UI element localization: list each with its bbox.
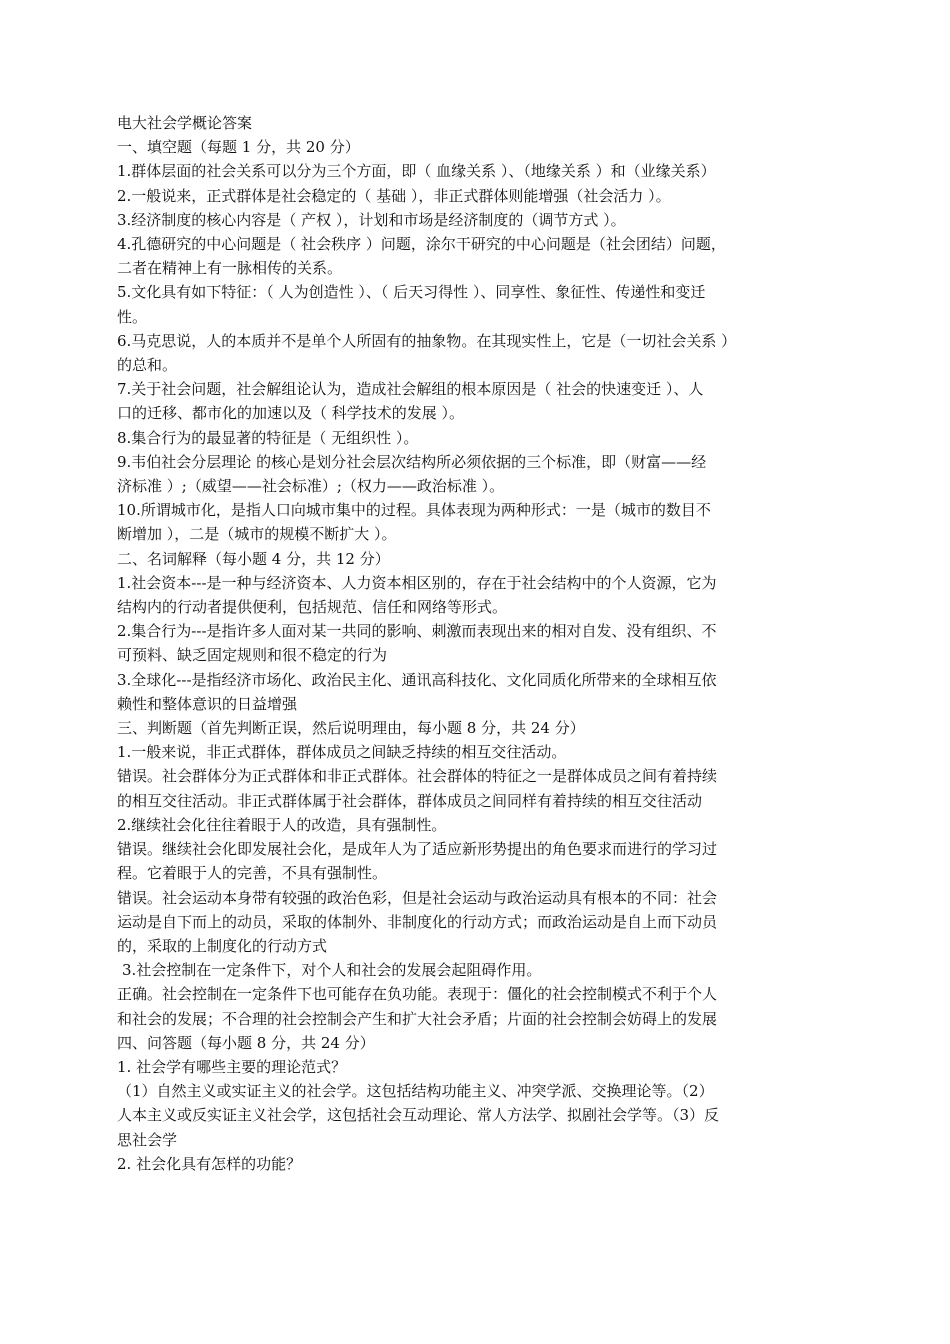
document-line: 1. 社会学有哪些主要的理论范式？ <box>117 1057 347 1076</box>
document-line: 3.社会控制在一定条件下，对个人和社会的发展会起阻碍作用。 <box>122 961 542 980</box>
document-line: 赖性和整体意识的日益增强 <box>117 694 298 713</box>
document-line: 四、问答题（每小题 8 分，共 24 分） <box>117 1033 375 1052</box>
document-line: 可预料、缺乏固定规则和很不稳定的行为 <box>117 646 388 665</box>
document-line: 2.集合行为---是指许多人面对某一共同的影响、刺激而表现出来的相对自发、没有组织、不 <box>117 622 717 641</box>
document-line: 3.全球化---是指经济市场化、政治民主化、通讯高科技化、文化同质化所带来的全球相互依 <box>117 670 717 689</box>
document-line: 二者在精神上有一脉相传的关系。 <box>117 259 343 278</box>
document-line: 6.马克思说，人的本质并不是单个人所固有的抽象物。在其现实性上，它是（一切社会关系 ） <box>117 331 737 350</box>
document-line: 1.社会资本---是一种与经济资本、人力资本相区别的，存在于社会结构中的个人资源，它为 <box>117 573 717 592</box>
document-line: 2.一般说来，正式群体是社会稳定的（ 基础 ），非正式群体则能增强（社会活力 ）。 <box>117 186 671 205</box>
document-line: 10.所谓城市化，是指人口向城市集中的过程。具体表现为两种形式：一是（城市的数目不 <box>117 501 711 520</box>
document-line: 思社会学 <box>117 1130 178 1149</box>
document-line: 的总和。 <box>117 356 178 375</box>
document-line: 1.群体层面的社会关系可以分为三个方面，即（ 血缘关系 ）、（地缘关系 ）和（业缘关系） <box>117 162 716 181</box>
document-line: 结构内的行动者提供便利，包括规范、信任和网络等形式。 <box>117 598 508 617</box>
document-line: 7.关于社会问题，社会解组论认为，造成社会解组的根本原因是（ 社会的快速变迁 ）、人 <box>117 380 704 399</box>
document-line: 错误。社会群体分为正式群体和非正式群体。社会群体的特征之一是群体成员之间有着持续 <box>117 767 718 786</box>
document-line: 和社会的发展；不合理的社会控制会产生和扩大社会矛盾；片面的社会控制会妨碍上的发展 <box>117 1009 718 1028</box>
document-line: 2.继续社会化往往着眼于人的改造，具有强制性。 <box>117 815 447 834</box>
document-line: 二、名词解释（每小题 4 分，共 12 分） <box>117 549 390 568</box>
document-line: 2. 社会化具有怎样的功能？ <box>117 1154 302 1173</box>
document-body <box>117 111 817 1176</box>
document-line: 断增加 ），二是（城市的规模不断扩大 ）。 <box>117 525 397 544</box>
document-line: 性。 <box>117 307 148 326</box>
document-line: 错误。社会运动本身带有较强的政治色彩，但是社会运动与政治运动具有根本的不同：社会 <box>117 888 718 907</box>
document-line: 5.文化具有如下特征：（ 人为创造性 ）、（ 后天习得性 ）、同享性、象征性、传递性和变迁 <box>117 283 706 302</box>
document-line: 3.经济制度的核心内容是（ 产权 ），计划和市场是经济制度的（调节方式 ）。 <box>117 210 626 229</box>
document-line: 的相互交往活动。非正式群体属于社会群体，群体成员之间同样有着持续的相互交往活动 <box>117 791 703 810</box>
document-line: 的，采取的上制度化的行动方式 <box>117 936 328 955</box>
document-line: 8.集合行为的最显著的特征是（ 无组织性 ）。 <box>117 428 419 447</box>
document-line: 一、填空题（每题 1 分，共 20 分） <box>117 138 360 157</box>
document-line: 人本主义或反实证主义社会学，这包括社会互动理论、常人方法学、拟剧社会学等。（3）反 <box>117 1106 720 1125</box>
document-line: 正确。社会控制在一定条件下也可能存在负功能。表现于：僵化的社会控制模式不利于个人 <box>117 985 718 1004</box>
document-line: 三、判断题（首先判断正误，然后说明理由，每小题 8 分，共 24 分） <box>117 719 585 738</box>
document-line: 程。它着眼于人的完善，不具有强制性。 <box>117 864 388 883</box>
document-title: 电大社会学概论答案 <box>117 114 253 132</box>
document-line: （1）自然主义或实证主义的社会学。这包括结构功能主义、冲突学派、交换理论等。（2） <box>117 1082 714 1101</box>
document-line: 运动是自下而上的动员，采取的体制外、非制度化的行动方式；而政治运动是自上而下动员 <box>117 912 718 931</box>
document-line: 4.孔德研究的中心问题是（ 社会秩序 ）问题，涂尔干研究的中心问题是（社会团结）问题， <box>117 235 726 254</box>
document-line: 9.韦伯社会分层理论 的核心是划分社会层次结构所必须依据的三个标准，即（财富——经 <box>117 452 707 471</box>
document-line: 1.一般来说，非正式群体，群体成员之间缺乏持续的相互交往活动。 <box>117 743 567 762</box>
document-line: 济标准 ）;（威望——社会标准）;（权力——政治标准 ）。 <box>117 477 505 496</box>
document-line: 错误。继续社会化即发展社会化，是成年人为了适应新形势提出的角色要求而进行的学习过 <box>117 840 718 859</box>
document-line: 口的迁移、都市化的加速以及（ 科学技术的发展 ）。 <box>117 404 465 423</box>
